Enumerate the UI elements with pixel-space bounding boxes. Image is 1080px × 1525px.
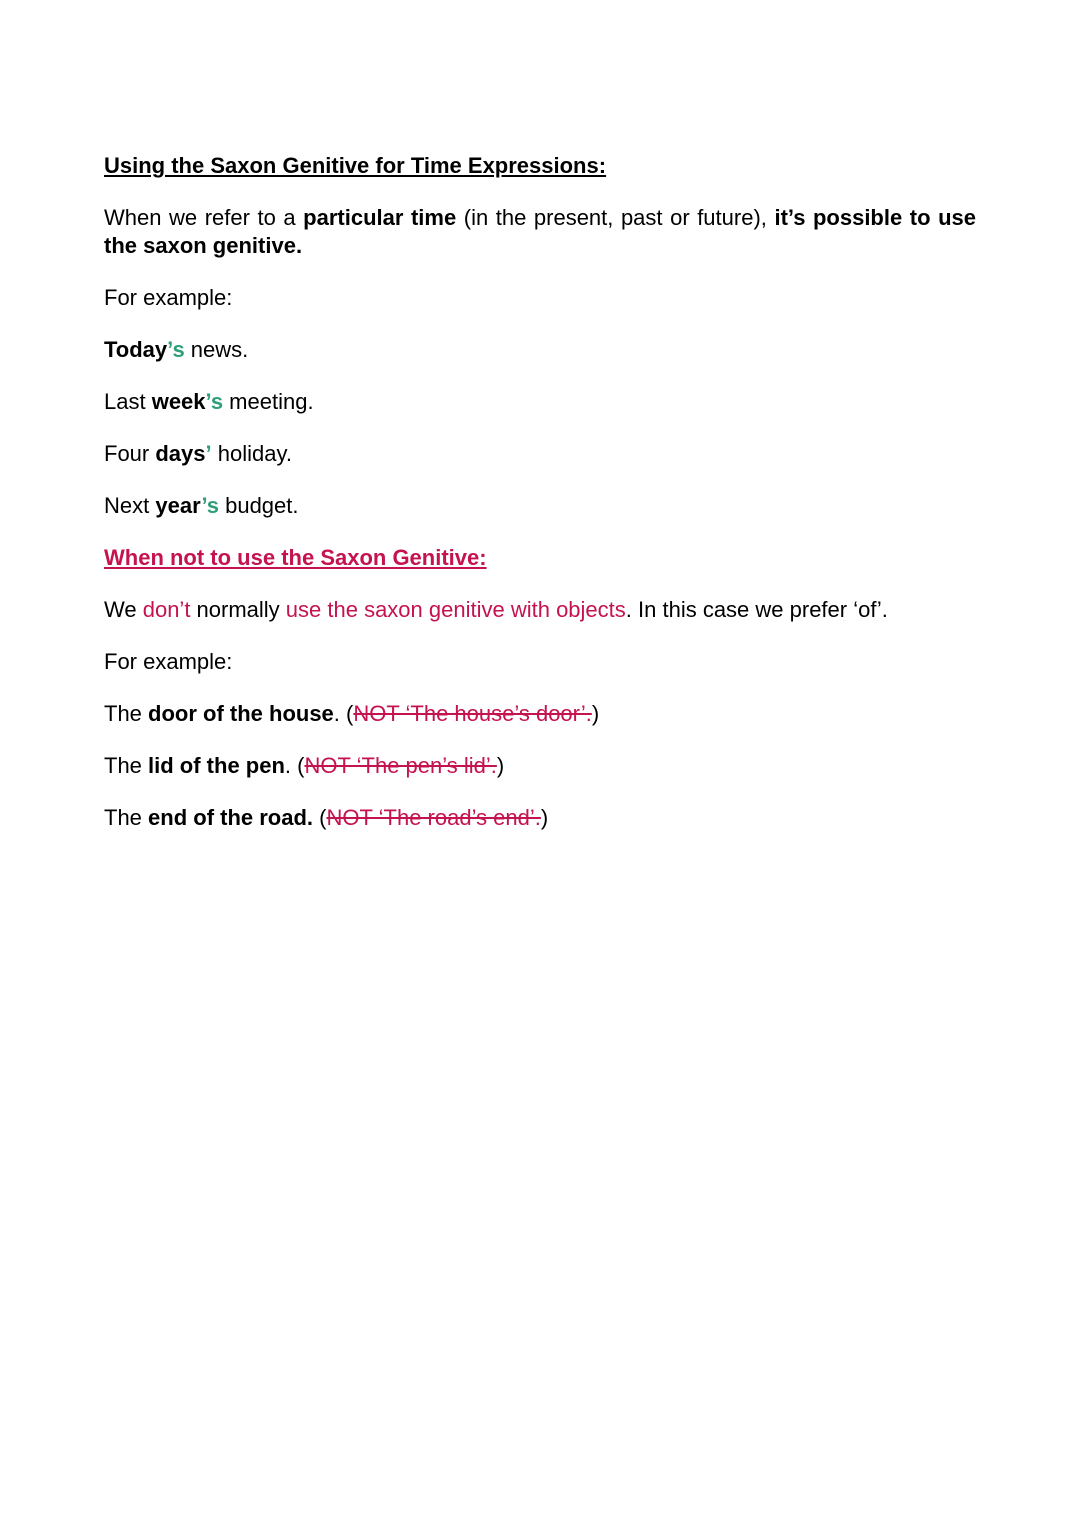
- for-example-label-2: [104, 648, 976, 676]
- text-segment: year: [155, 493, 202, 518]
- text-segment: When we refer to a: [104, 205, 304, 230]
- text-segment: ’s: [205, 389, 224, 414]
- text-segment: week: [151, 389, 206, 414]
- text-segment: The: [104, 805, 149, 830]
- example-next-years-budget: [104, 492, 976, 520]
- text-segment: door of the house: [148, 701, 334, 726]
- text-segment: holiday.: [211, 441, 292, 466]
- text-segment: particular time: [303, 205, 457, 230]
- for-example-label-1: [104, 284, 976, 312]
- text-segment: budget.: [218, 493, 299, 518]
- example-lid-of-pen: [104, 752, 976, 780]
- text-segment: Four: [104, 441, 156, 466]
- text-segment: ’s: [201, 493, 219, 518]
- text-segment: use the saxon genitive with objects: [285, 597, 626, 622]
- text-segment: ’: [205, 441, 212, 466]
- text-segment: ): [591, 701, 600, 726]
- example-four-days-holiday: [104, 440, 976, 468]
- text-segment: Next: [104, 493, 156, 518]
- text-segment: it’s possible to use the saxon genitive.: [104, 205, 983, 258]
- text-segment: ): [540, 805, 549, 830]
- text-segment: Last: [104, 389, 152, 414]
- text-segment: days: [155, 441, 206, 466]
- text-segment: When not to use the Saxon Genitive:: [104, 545, 487, 570]
- text-segment: Today: [104, 337, 168, 362]
- example-door-of-house: [104, 700, 976, 728]
- heading-using-saxon-genitive: [104, 152, 976, 180]
- text-segment: meeting.: [223, 389, 314, 414]
- example-todays-news: [104, 336, 976, 364]
- text-segment: . (: [284, 753, 305, 778]
- heading-when-not-to-use: [104, 544, 976, 572]
- intro-paragraph: [104, 204, 983, 260]
- text-segment: . In this case we prefer ‘of’.: [625, 597, 888, 622]
- text-segment: NOT ‘The pen’s lid’.: [304, 753, 497, 778]
- text-segment: . (: [333, 701, 354, 726]
- rule-paragraph: [104, 596, 976, 624]
- text-segment: end of the road.: [148, 805, 314, 830]
- text-segment: normally: [190, 597, 286, 622]
- text-segment: news.: [184, 337, 249, 362]
- text-segment: NOT ‘The house’s door’.: [353, 701, 592, 726]
- text-segment: We: [104, 597, 143, 622]
- text-segment: Using the Saxon Genitive for Time Expressions:: [104, 153, 607, 178]
- text-segment: ): [496, 753, 505, 778]
- text-segment: don’t: [142, 597, 191, 622]
- text-segment: lid of the pen: [148, 753, 285, 778]
- example-last-weeks-meeting: [104, 388, 976, 416]
- text-segment: The: [104, 701, 149, 726]
- example-end-of-road: [104, 804, 976, 832]
- text-segment: NOT ‘The road’s end’.: [326, 805, 541, 830]
- text-segment: The: [104, 753, 149, 778]
- text-segment: For example:: [104, 649, 233, 674]
- text-segment: (: [313, 805, 327, 830]
- text-segment: ’s: [167, 337, 185, 362]
- text-segment: For example:: [104, 285, 233, 310]
- text-segment: (in the present, past or future),: [456, 205, 775, 230]
